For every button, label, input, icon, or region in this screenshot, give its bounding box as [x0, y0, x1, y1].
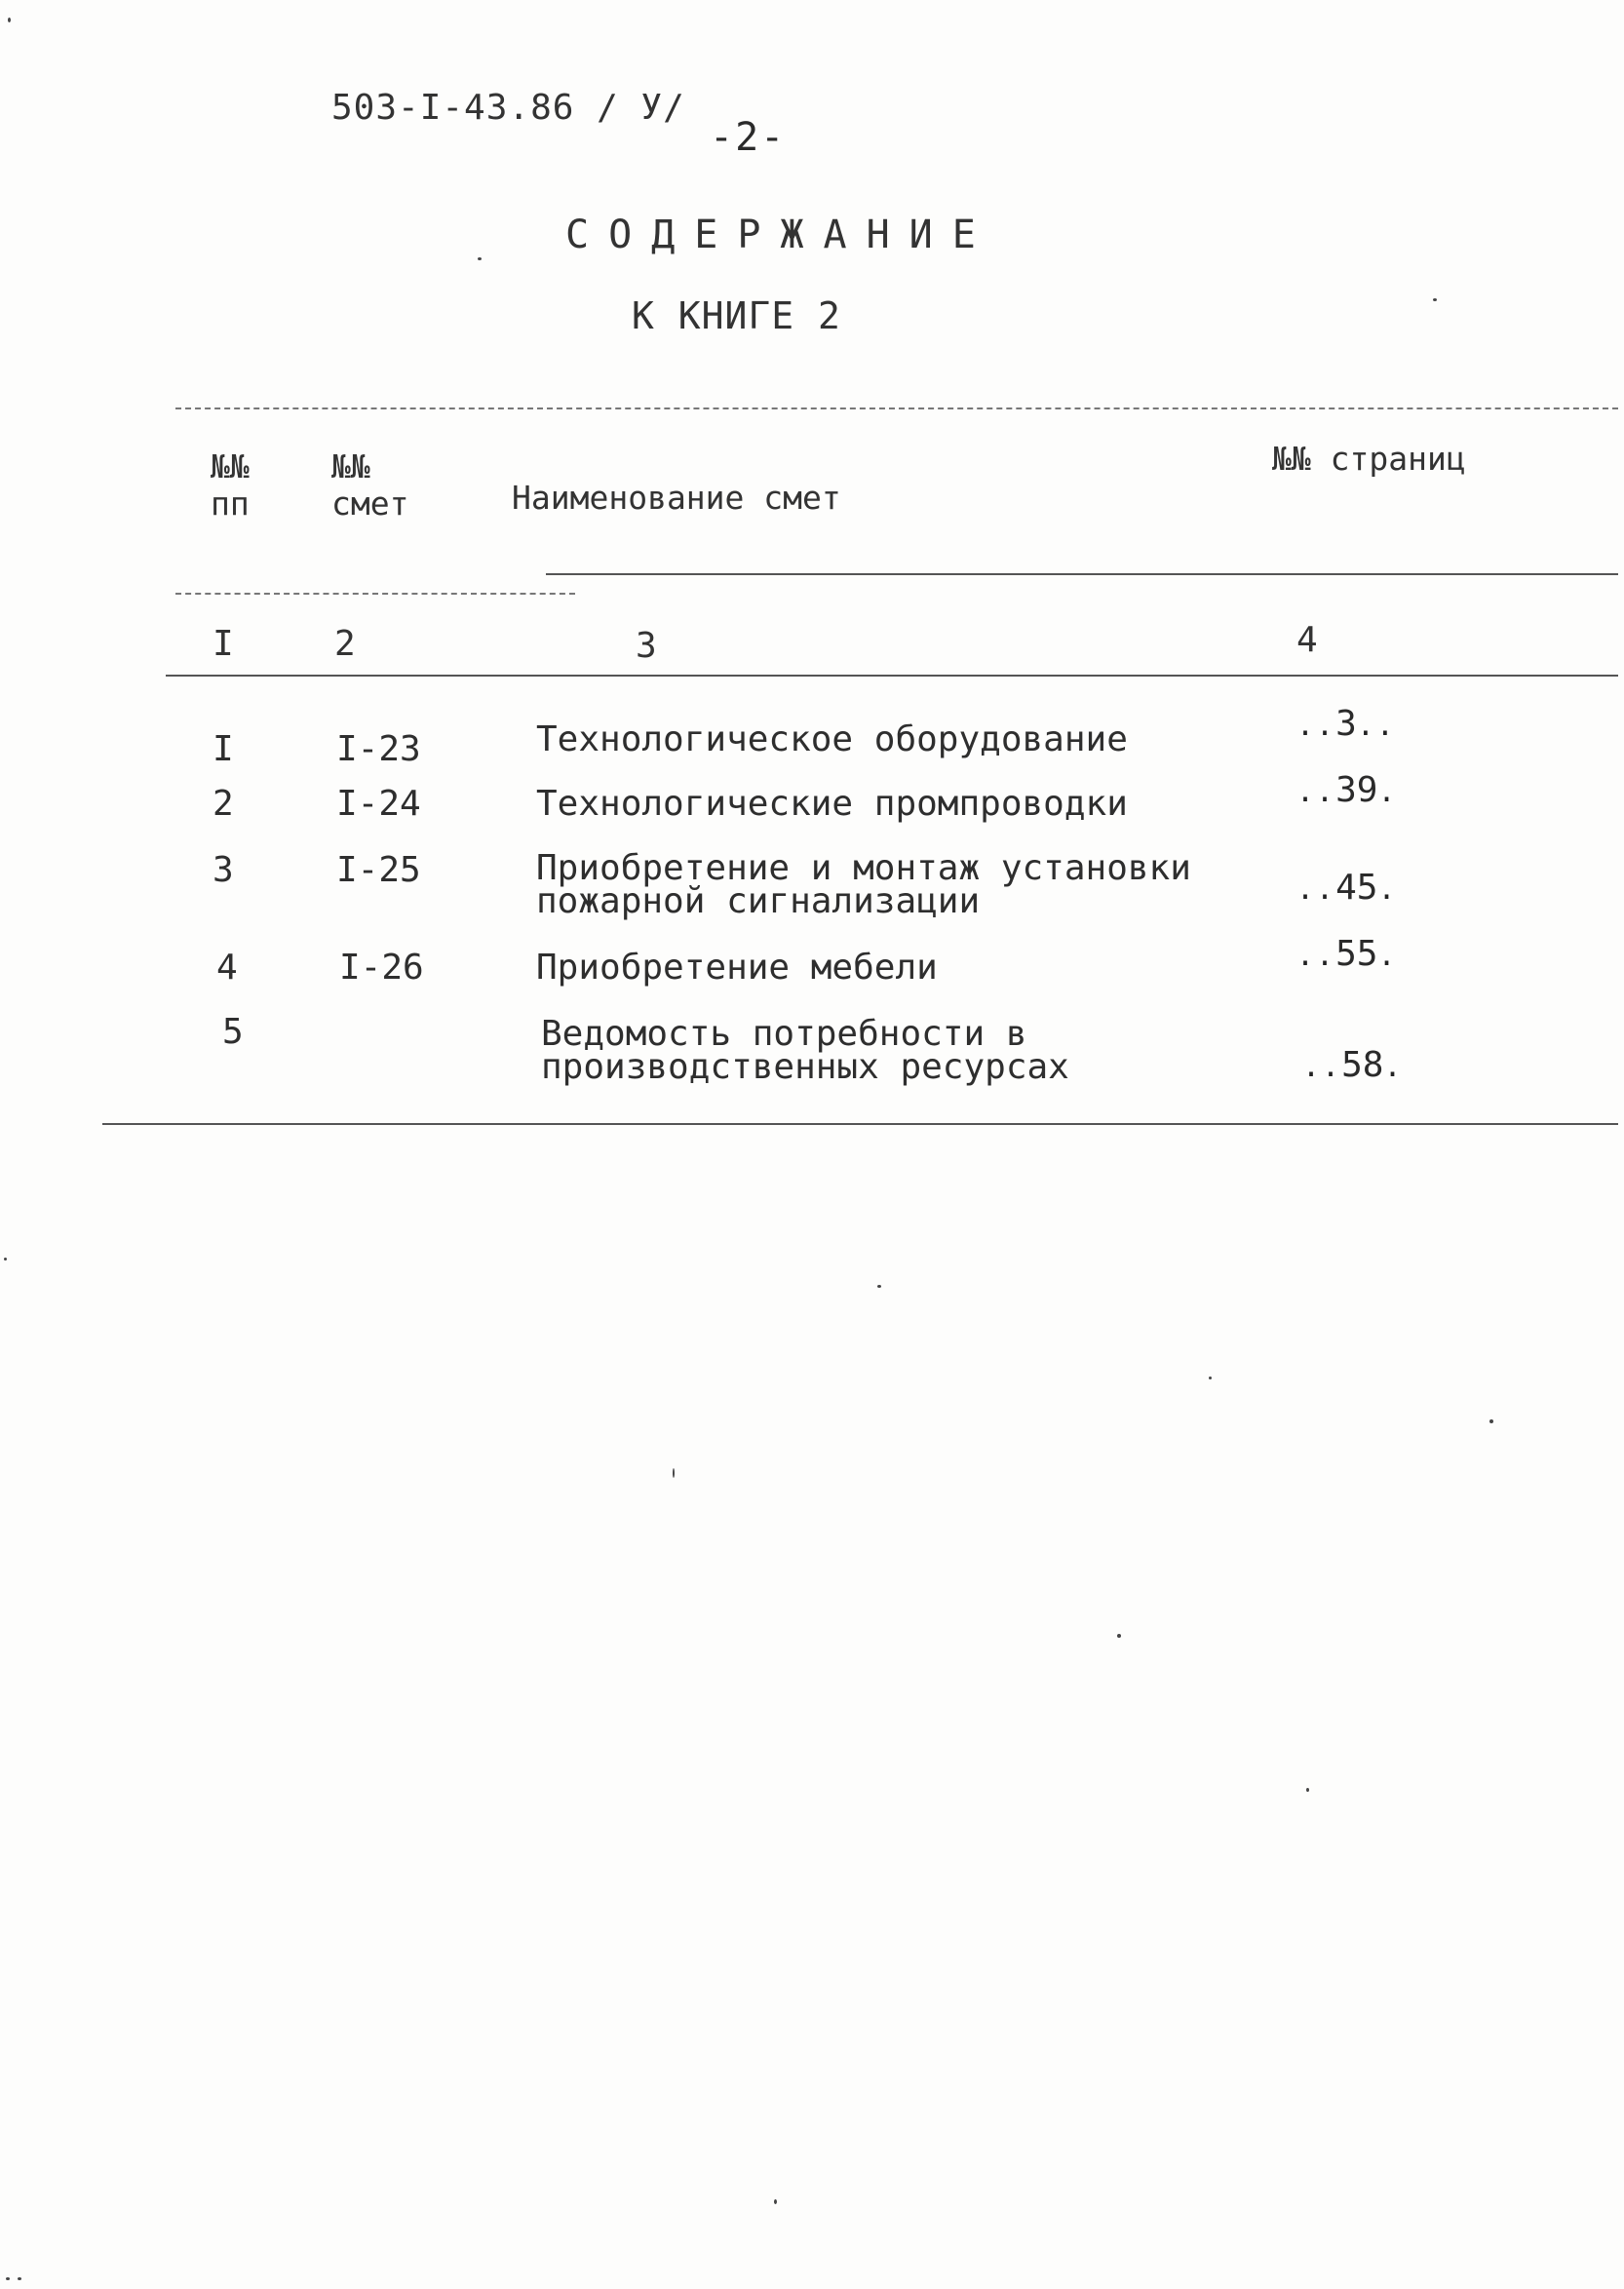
leader-dots: ..	[1296, 939, 1336, 973]
row-2-pp: 2	[213, 784, 234, 824]
leader-dots: ..	[1296, 709, 1336, 743]
scan-speck	[1117, 1634, 1121, 1638]
page-subtitle: К КНИГЕ 2	[632, 294, 841, 337]
row-1-pp: I	[213, 729, 234, 769]
header-col2-line2: смет	[331, 485, 409, 523]
scan-speck	[1489, 1419, 1493, 1423]
row-1-name: Технологическое оборудование	[536, 719, 1128, 759]
row-3-name-line1: Приобретение и монтаж установки	[536, 848, 1191, 888]
column-number-3: 3	[636, 626, 657, 666]
scan-speck	[1433, 298, 1437, 301]
header-col3: Наименование смет	[512, 479, 841, 517]
row-5-page-leader	[1302, 1045, 1404, 1085]
page-number: -2-	[710, 115, 787, 160]
row-2-name: Технологические промпроводки	[536, 784, 1128, 824]
row-5-name	[541, 1014, 1069, 1087]
header-col2-line1: №№	[331, 447, 370, 485]
scan-speck	[18, 2277, 21, 2280]
header-col4: №№ страниц	[1272, 440, 1466, 478]
scan-speck	[673, 1468, 675, 1478]
row-1-smeta: I-23	[336, 729, 421, 769]
header-col1	[211, 448, 250, 523]
row-3-name	[536, 848, 1191, 921]
header-bottom-rule	[546, 573, 1618, 575]
column-number-1: I	[213, 624, 234, 664]
column-number-2: 2	[334, 624, 356, 664]
header-col2	[331, 448, 408, 523]
scan-speck	[1209, 1377, 1212, 1379]
table-top-rule	[175, 407, 1618, 409]
row-4-name: Приобретение мебели	[536, 948, 938, 988]
leader-dots: ..	[1302, 1050, 1342, 1084]
row-3-pp: 3	[213, 850, 234, 890]
leader-dots: ..	[1296, 775, 1336, 809]
column-number-4: 4	[1296, 620, 1318, 660]
scan-speck	[6, 2277, 10, 2280]
row-4-smeta: I-26	[339, 948, 424, 988]
row-4-page: 55	[1335, 934, 1378, 974]
header-col1-line1: №№	[211, 447, 250, 485]
scan-speck	[4, 1258, 7, 1261]
scan-speck	[8, 18, 11, 22]
header-bottom-rule-left	[175, 593, 575, 595]
leader-dots: ..	[1356, 709, 1396, 743]
row-5-pp: 5	[222, 1012, 244, 1052]
row-5-name-line2: производственных ресурсах	[541, 1047, 1069, 1087]
column-numbers-rule	[166, 675, 1618, 677]
scan-speck	[1306, 1788, 1309, 1792]
leader-dots: .	[1377, 873, 1398, 907]
row-1-page: 3	[1335, 704, 1357, 744]
row-3-name-line2: пожарной сигнализации	[536, 881, 981, 921]
leader-dots: ..	[1296, 873, 1336, 907]
leader-dots: .	[1383, 1050, 1404, 1084]
row-4-pp: 4	[216, 948, 238, 988]
leader-dots: .	[1377, 775, 1398, 809]
document-code: 503-I-43.86 / У/	[331, 88, 685, 128]
header-col1-line2: пп	[211, 485, 250, 523]
row-2-smeta: I-24	[336, 784, 421, 824]
scan-speck	[877, 1285, 881, 1288]
row-2-page-leader	[1296, 770, 1398, 810]
row-5-name-line1: Ведомость потребности в	[541, 1014, 1027, 1054]
row-3-smeta: I-25	[336, 850, 421, 890]
page-title: СОДЕРЖАНИЕ	[565, 213, 995, 257]
row-3-page-leader	[1296, 868, 1398, 908]
scan-speck	[478, 257, 482, 260]
table-bottom-rule	[102, 1123, 1618, 1125]
row-3-page: 45	[1335, 868, 1378, 908]
row-5-page: 58	[1341, 1045, 1384, 1085]
row-1-page-leader	[1296, 704, 1396, 744]
row-2-page: 39	[1335, 770, 1378, 810]
row-4-page-leader	[1296, 934, 1398, 974]
scan-speck	[774, 2199, 777, 2204]
leader-dots: .	[1377, 939, 1398, 973]
